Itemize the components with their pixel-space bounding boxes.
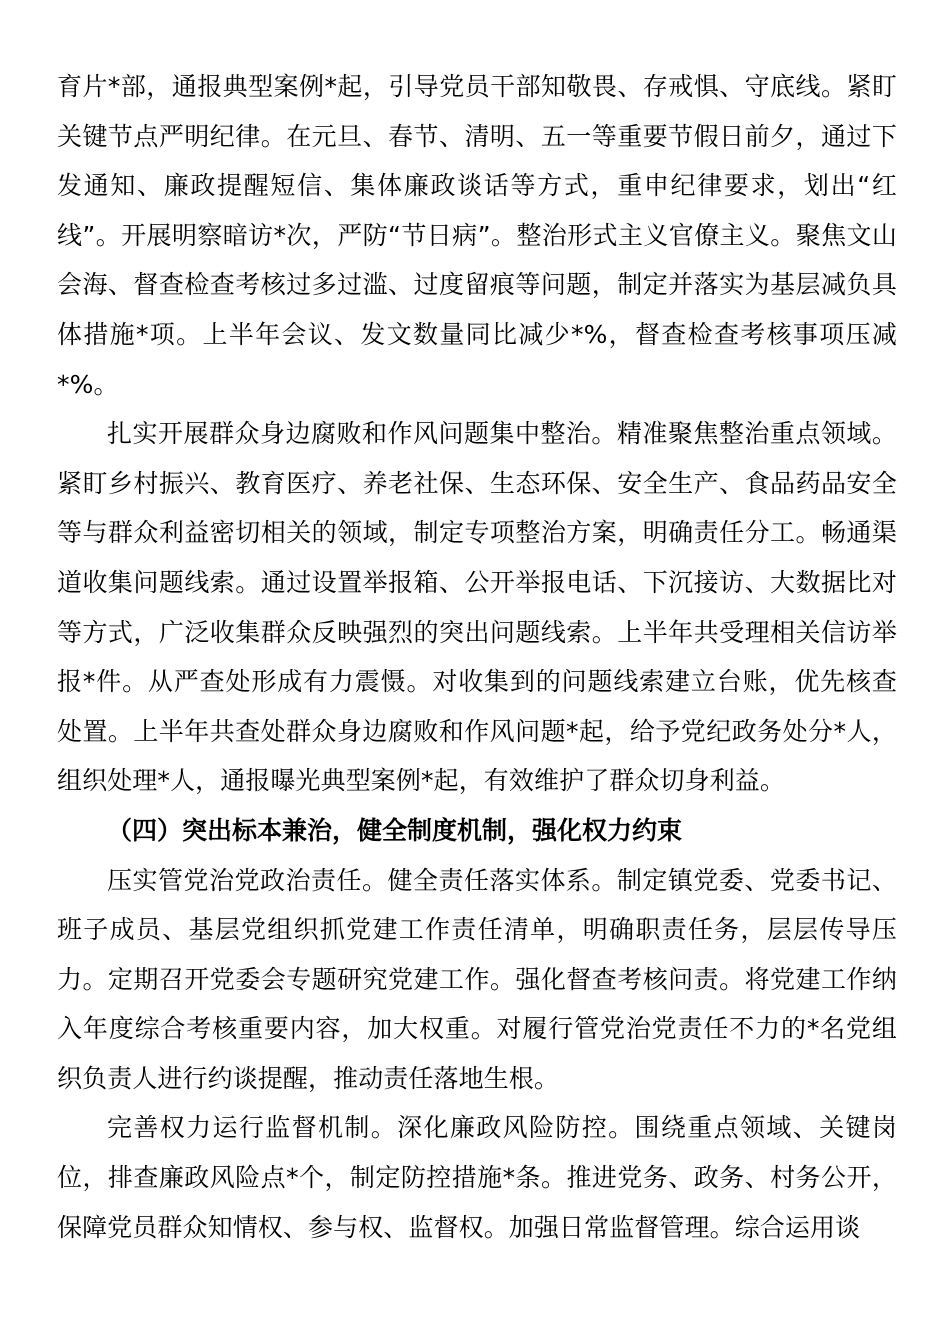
paragraph-2: 扎实开展群众身边腐败和作风问题集中整治。精准聚焦整治重点领域。紧盯乡村振兴、教育医疗、养老社保、生态环保、安全生产、食品药品安全等与群众利益密切相关的领域，制定专项整治方案，明确责任分工。畅通渠道收集问题线索。通过设置举报箱、公开举报电话、下沉接访、大数据比对等方式，广泛收集群众反映强烈的突出问题线索。上半年共受理相关信访举报*件。从严查处形成有力震慑。对收集到的问题线索建立台账，优先核查处置。上半年共查处群众身边腐败和作风问题*起，给予党纪政务处分*人，组织处理*人，通报曝光典型案例*起，有效维护了群众切身利益。 <box>57 419 897 796</box>
document-page <box>57 62 897 1252</box>
paragraph-4: 完善权力运行监督机制。深化廉政风险防控。围绕重点领域、关键岗位，排查廉政风险点*个，制定防控措施*条。推进党务、政务、村务公开，保障党员群众知情权、参与权、监督权。加强日常监督管理。综合运用谈 <box>57 1113 897 1242</box>
paragraph-3: 压实管党治党政治责任。健全责任落实体系。制定镇党委、党委书记、班子成员、基层党组织抓党建工作责任清单，明确职责任务，层层传导压力。定期召开党委会专题研究党建工作。强化督查考核问责。将党建工作纳入年度综合考核重要内容，加大权重。对履行管党治党责任不力的*名党组织负责人进行约谈提醒，推动责任落地生根。 <box>57 865 897 1093</box>
section-heading-4: （四）突出标本兼治，健全制度机制，强化权力约束 <box>107 815 683 845</box>
paragraph-1: 育片*部，通报典型案例*起，引导党员干部知敬畏、存戒惧、守底线。紧盯关键节点严明纪律。在元旦、春节、清明、五一等重要节假日前夕，通过下发通知、廉政提醒短信、集体廉政谈话等方式，重申纪律要求，划出“红线”。开展明察暗访*次，严防“节日病”。整治形式主义官僚主义。聚焦文山会海、督查检查考核过多过滥、过度留痕等问题，制定并落实为基层减负具体措施*项。上半年会议、发文数量同比减少*%，督查检查考核事项压减*%。 <box>57 72 897 399</box>
